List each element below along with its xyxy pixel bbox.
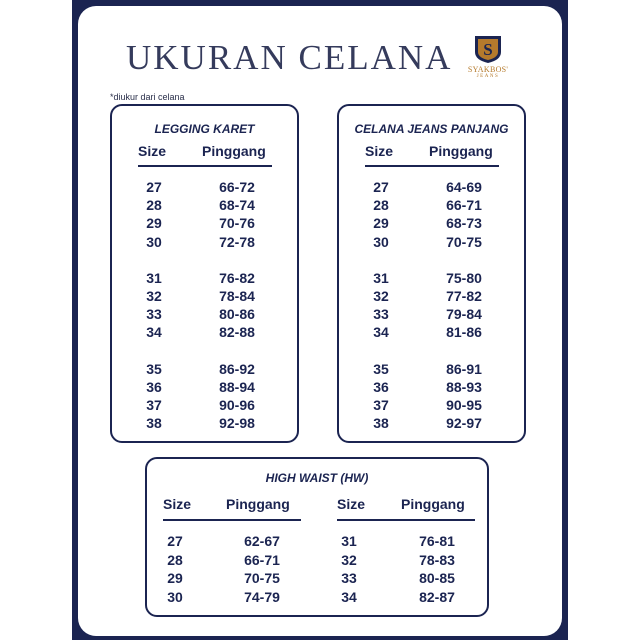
size-value: 38	[373, 415, 389, 432]
brand-subtitle: JEANS	[476, 74, 500, 79]
size-value: 34	[373, 324, 389, 341]
header-divider	[337, 519, 475, 521]
waist-value: 79-84	[446, 306, 482, 323]
size-value: 33	[373, 306, 389, 323]
size-value: 28	[167, 551, 183, 568]
size-value: 33	[146, 306, 162, 323]
size-value: 31	[146, 269, 162, 286]
waist-value: 90-96	[219, 397, 255, 413]
size-value: 27	[146, 179, 162, 195]
waist-value: 68-73	[446, 215, 482, 232]
size-value: 28	[146, 197, 162, 214]
size-value: 34	[146, 324, 162, 341]
size-header: Size	[365, 143, 394, 159]
size-value: 29	[146, 215, 162, 232]
header-divider	[163, 519, 301, 521]
size-value: 35	[146, 360, 162, 377]
waist-value: 75-80	[446, 269, 482, 286]
waist-value: 66-72	[219, 179, 255, 195]
brand-name: SYAKBOS'	[467, 65, 509, 74]
waist-value: 66-71	[244, 551, 280, 568]
size-value: 27	[373, 179, 389, 195]
waist-value: 92-97	[446, 415, 482, 432]
size-value: 32	[373, 288, 389, 304]
waist-value: 78-84	[219, 288, 255, 304]
size-value: 33	[341, 570, 357, 586]
waist-header: Pinggang	[226, 496, 290, 512]
table-title: LEGGING KARET	[154, 122, 255, 136]
waist-header: Pinggang	[429, 143, 493, 159]
size-value: 36	[373, 378, 389, 395]
waist-value: 72-78	[219, 233, 255, 250]
size-value: 30	[373, 233, 389, 250]
waist-value: 62-67	[244, 533, 280, 549]
high-waist-table	[145, 457, 489, 617]
waist-header: Pinggang	[401, 496, 465, 512]
size-value: 27	[167, 533, 183, 549]
waist-value: 80-85	[419, 570, 455, 586]
waist-value: 81-86	[446, 324, 482, 341]
legging-karet-table	[110, 104, 299, 443]
waist-value: 92-98	[219, 415, 255, 432]
table-title: HIGH WAIST (HW)	[265, 471, 369, 485]
size-value: 30	[167, 588, 183, 605]
size-value: 37	[146, 397, 162, 413]
size-value: 29	[373, 215, 389, 232]
waist-value: 77-82	[446, 288, 482, 304]
header-divider	[365, 165, 499, 167]
waist-value: 70-75	[446, 233, 482, 250]
size-value: 28	[373, 197, 389, 214]
size-header: Size	[163, 496, 192, 512]
size-value: 29	[167, 570, 183, 586]
logo-letter: S	[483, 40, 493, 59]
table-title: CELANA JEANS PANJANG	[354, 122, 509, 136]
waist-value: 78-83	[419, 551, 455, 568]
waist-value: 70-76	[219, 215, 255, 232]
size-value: 32	[341, 551, 357, 568]
waist-value: 90-95	[446, 397, 482, 413]
waist-header: Pinggang	[202, 143, 266, 159]
size-value: 31	[373, 269, 389, 286]
waist-value: 70-75	[244, 570, 280, 586]
measurement-note: *diukur dari celana	[110, 92, 185, 102]
waist-value: 82-87	[419, 588, 455, 605]
size-header: Size	[337, 496, 366, 512]
waist-value: 64-69	[446, 179, 482, 195]
page-title: UKURAN CELANA	[126, 38, 453, 77]
waist-value: 86-92	[219, 360, 255, 377]
size-value: 36	[146, 378, 162, 395]
shield-logo-icon	[473, 34, 503, 64]
size-value: 34	[341, 588, 357, 605]
waist-value: 76-82	[219, 269, 255, 286]
waist-value: 88-94	[219, 378, 255, 395]
waist-value: 74-79	[244, 588, 280, 605]
waist-value: 76-81	[419, 533, 455, 549]
waist-value: 68-74	[219, 197, 255, 214]
size-value: 38	[146, 415, 162, 432]
brand-logo	[460, 32, 516, 84]
waist-value: 82-88	[219, 324, 255, 341]
size-header: Size	[138, 143, 167, 159]
waist-value: 86-91	[446, 360, 482, 377]
celana-jeans-panjang-table	[337, 104, 526, 443]
size-value: 37	[373, 397, 389, 413]
waist-value: 88-93	[446, 378, 482, 395]
header-divider	[138, 165, 272, 167]
size-value: 30	[146, 233, 162, 250]
waist-value: 66-71	[446, 197, 482, 214]
size-value: 32	[146, 288, 162, 304]
size-value: 31	[341, 533, 357, 549]
waist-value: 80-86	[219, 306, 255, 323]
size-value: 35	[373, 360, 389, 377]
